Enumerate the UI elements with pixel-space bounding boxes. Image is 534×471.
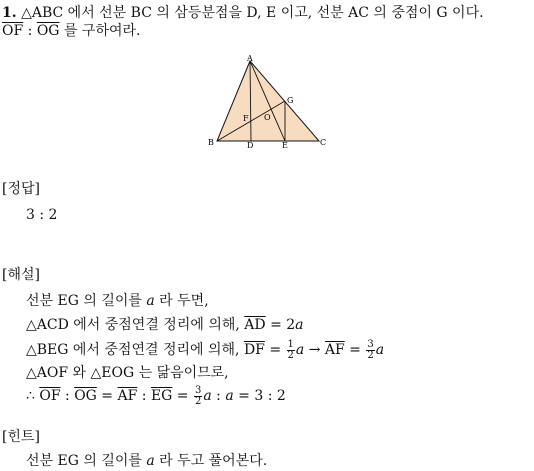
hint-text xyxy=(26,452,267,470)
frac-den: 2 xyxy=(367,349,374,361)
equation: = xyxy=(172,388,193,404)
problem-line-2 xyxy=(2,22,140,40)
var-a: a xyxy=(295,342,305,358)
var-a: a xyxy=(295,317,304,333)
var-a: a xyxy=(203,388,212,404)
segment-ad: $\overline{AD}$ xyxy=(244,317,266,333)
answer-heading: [정답] xyxy=(2,181,40,197)
solution-text: 선분 EG 의 길이를 xyxy=(26,293,147,309)
frac-num: 3 xyxy=(367,338,374,350)
problem-line-1 xyxy=(2,4,484,22)
segment-og: $\overline{OG}$ xyxy=(74,388,97,404)
equation: = xyxy=(264,342,286,358)
frac-den: 2 xyxy=(195,395,202,407)
label-f: F xyxy=(243,114,249,123)
segment-af: $\overline{AF}$ xyxy=(117,388,138,404)
solution-heading: [해설] xyxy=(2,267,40,283)
equation: = 2 xyxy=(265,317,296,333)
frac-num: 3 xyxy=(195,384,202,396)
solution-text: △BEG 에서 중점연결 정리에 의해, xyxy=(26,342,244,358)
segment-eg: $\overline{EG}$ xyxy=(150,388,173,404)
triangle-figure xyxy=(205,55,330,150)
colon: : xyxy=(211,388,226,404)
therefore-symbol: ∴ xyxy=(26,388,40,404)
equation: = xyxy=(96,388,118,404)
fraction-half xyxy=(287,340,295,361)
frac-den: 2 xyxy=(287,349,294,361)
var-a: a xyxy=(225,388,234,404)
colon: : xyxy=(137,388,151,404)
solution-line-4: △AOF 와 △EOG 는 닮음이므로, xyxy=(26,365,229,381)
hint-text-part: 선분 EG 의 길이를 xyxy=(26,453,147,469)
var-a: a xyxy=(146,453,155,469)
answer-value: 3 : 2 xyxy=(26,207,58,223)
result: = 3 : 2 xyxy=(233,388,286,404)
label-c: C xyxy=(320,138,327,147)
solution-text: △ACD 에서 중점연결 정리에 의해, xyxy=(26,317,245,333)
solution-line-1 xyxy=(26,292,209,310)
fraction-three-halves xyxy=(194,386,202,407)
solution-line-2 xyxy=(26,316,304,334)
triangle-fill xyxy=(217,61,319,141)
var-a: a xyxy=(375,342,385,358)
problem-number: 1. xyxy=(2,5,17,21)
segment-df: $\overline{DF}$ xyxy=(243,342,265,358)
solution-line-5 xyxy=(26,384,286,408)
label-b: B xyxy=(208,138,214,147)
solution-line-3 xyxy=(26,338,384,362)
label-a: A xyxy=(247,55,253,63)
frac-num: 1 xyxy=(287,338,294,350)
fraction-three-halves xyxy=(366,340,374,361)
segment-af: $\overline{AF}$ xyxy=(324,342,345,358)
problem-text: △ABC 에서 선분 BC 의 삼등분점을 D, E 이고, 선분 AC 의 중점이 G 이다. xyxy=(21,5,484,21)
label-o: O xyxy=(264,113,271,122)
var-a: a xyxy=(146,293,155,309)
segment-of: $\overline{OF}$ xyxy=(39,388,61,404)
colon: : xyxy=(23,23,37,39)
problem-tail: 를 구하여라. xyxy=(59,23,141,39)
solution-text: 라 두면, xyxy=(154,293,209,309)
equation: = xyxy=(344,342,366,358)
colon: : xyxy=(60,388,75,404)
segment-og: $\overline{OG}$ xyxy=(36,23,60,39)
label-d: D xyxy=(247,141,254,150)
hint-heading: [힌트] xyxy=(2,429,40,445)
label-e: E xyxy=(282,141,288,150)
segment-of: $\overline{OF}$ xyxy=(2,23,24,39)
label-g: G xyxy=(287,96,294,105)
hint-text-part: 라 두고 풀어본다. xyxy=(154,453,268,469)
arrow: → xyxy=(304,342,325,358)
